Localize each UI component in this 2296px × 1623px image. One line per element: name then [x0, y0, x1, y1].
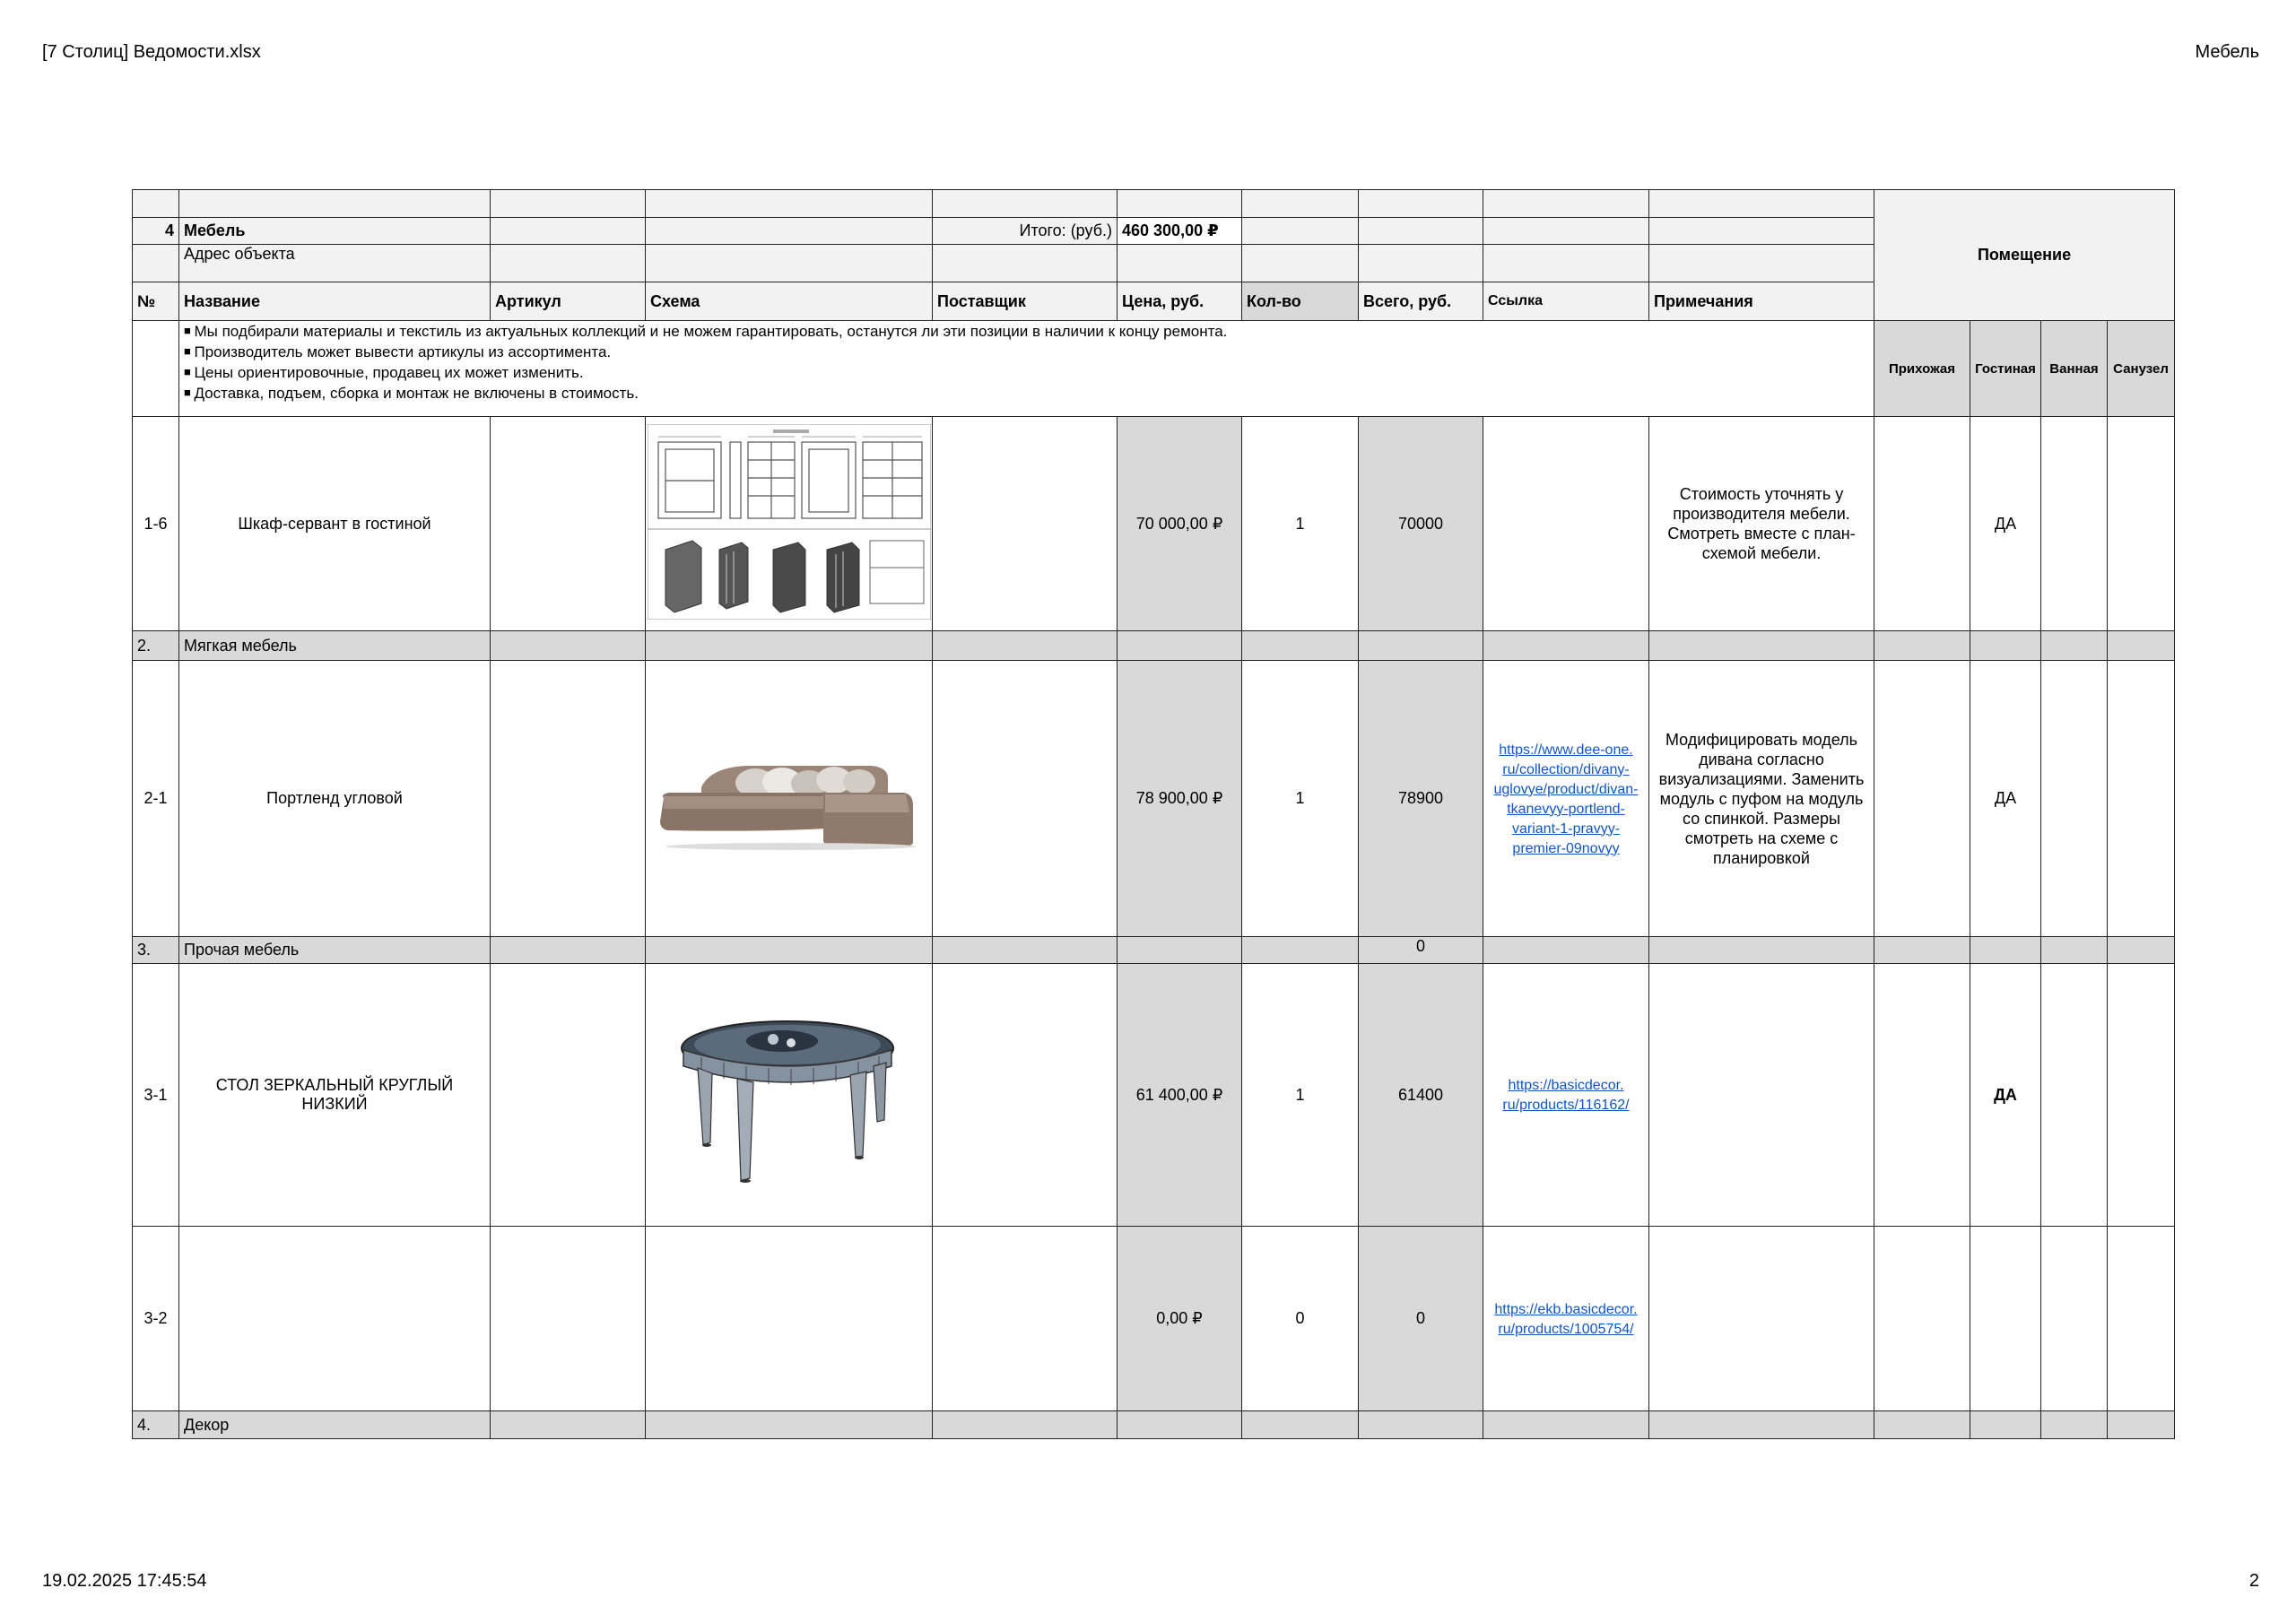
col-qty: Кол-во [1242, 282, 1359, 321]
item-price: 61 400,00 ₽ [1118, 964, 1242, 1227]
category-row [133, 1411, 2175, 1439]
mirror-table-icon [648, 985, 931, 1201]
item-total: 70000 [1359, 417, 1483, 631]
room-flag: ДА [1970, 964, 2041, 1227]
note-line: ■ Мы подбирали материалы и текстиль из актуальных коллекций и не можем гарантировать, останутся ли эти позиции в наличии к концу ремонта. [184, 321, 1869, 342]
category-row [133, 631, 2175, 661]
room-hallway: Прихожая [1874, 321, 1970, 417]
item-name: Шкаф-сервант в гостиной [179, 417, 491, 631]
category-num: 4. [133, 1411, 179, 1439]
table-row [133, 417, 2175, 631]
blank-row [133, 190, 2175, 218]
col-link: Ссылка [1483, 282, 1649, 321]
category-title: Прочая мебель [179, 937, 491, 964]
note-line: ■ Доставка, подъем, сборка и монтаж не включены в стоимость. [184, 383, 1869, 404]
print-timestamp: 19.02.2025 17:45:54 [42, 1571, 207, 1591]
item-num: 2-1 [133, 661, 179, 937]
item-note: Стоимость уточнять у производителя мебели. Смотреть вместе с план-схемой мебели. [1649, 417, 1874, 631]
table-row [133, 1227, 2175, 1411]
section-row [133, 218, 2175, 245]
mirror-table-image [646, 964, 933, 1227]
item-qty: 0 [1242, 1227, 1359, 1411]
room-header: Помещение [1874, 190, 2175, 321]
category-title: Мягкая мебель [179, 631, 491, 661]
column-header-row [133, 282, 2175, 321]
room-flag: ДА [1970, 661, 2041, 937]
col-total: Всего, руб. [1359, 282, 1483, 321]
item-qty: 1 [1242, 661, 1359, 937]
item-name: Портленд угловой [179, 661, 491, 937]
category-num: 2. [133, 631, 179, 661]
room-bath: Ванная [2041, 321, 2108, 417]
col-scheme: Схема [646, 282, 933, 321]
total-value: 460 300,00 ₽ [1118, 218, 1242, 245]
item-qty: 1 [1242, 964, 1359, 1227]
item-total: 61400 [1359, 964, 1483, 1227]
category-row [133, 937, 2175, 964]
item-num: 1-6 [133, 417, 179, 631]
item-total: 78900 [1359, 661, 1483, 937]
col-price: Цена, руб. [1118, 282, 1242, 321]
room-living: Гостиная [1970, 321, 2041, 417]
room-flag: ДА [1970, 417, 2041, 631]
item-price: 70 000,00 ₽ [1118, 417, 1242, 631]
sofa-image [646, 661, 933, 937]
room-toilet: Санузел [2108, 321, 2175, 417]
section-title: Мебель [179, 218, 491, 245]
furniture-sheet [132, 189, 2175, 1439]
item-num: 3-1 [133, 964, 179, 1227]
note-line: ■ Производитель может вывести артикулы из ассортимента. [184, 342, 1869, 362]
col-supplier: Поставщик [933, 282, 1118, 321]
category-total: 0 [1359, 937, 1483, 964]
product-link[interactable]: https://ekb.basicdecor. ru/products/1005754/ [1494, 1301, 1638, 1337]
col-name: Название [179, 282, 491, 321]
section-number: 4 [133, 218, 179, 245]
product-link[interactable]: https://basicdecor. ru/products/116162/ [1502, 1078, 1630, 1113]
sheet-name: Мебель [2195, 42, 2259, 62]
category-title: Декор [179, 1411, 491, 1439]
note-line: ■ Цены ориентировочные, продавец их может изменить. [184, 362, 1869, 383]
item-qty: 1 [1242, 417, 1359, 631]
table-row [133, 661, 2175, 937]
total-label: Итого: (руб.) [933, 218, 1118, 245]
item-price: 0,00 ₽ [1118, 1227, 1242, 1411]
sofa-icon [648, 742, 931, 850]
product-link[interactable]: https://www.dee-one. ru/collection/divany- uglovye/product/divan- tkanevyy-portlend- variant-1-pravyy- premier-09novyy [1493, 742, 1639, 856]
col-num: № [133, 282, 179, 321]
page-filename: [7 Столиц] Ведомости.xlsx [42, 42, 261, 62]
item-note: Модифицировать модель дивана согласно визуализациями. Заменить модуль с пуфом на модуль со спинкой. Размеры смотреть на схеме с планировкой [1649, 661, 1874, 937]
address-label: Адрес объекта [179, 245, 491, 282]
col-article: Артикул [491, 282, 646, 321]
disclaimer-notes [179, 321, 1874, 417]
item-name: СТОЛ ЗЕРКАЛЬНЫЙ КРУГЛЫЙ НИЗКИЙ [179, 964, 491, 1227]
category-num: 3. [133, 937, 179, 964]
disclaimer-row [133, 321, 2175, 417]
wardrobe-drawing-image [646, 417, 933, 631]
address-row [133, 245, 2175, 282]
item-num: 3-2 [133, 1227, 179, 1411]
col-notes: Примечания [1649, 282, 1874, 321]
table-row [133, 964, 2175, 1227]
page-number: 2 [2248, 1571, 2259, 1591]
item-total: 0 [1359, 1227, 1483, 1411]
wardrobe-drawing-icon [648, 424, 931, 620]
item-price: 78 900,00 ₽ [1118, 661, 1242, 937]
